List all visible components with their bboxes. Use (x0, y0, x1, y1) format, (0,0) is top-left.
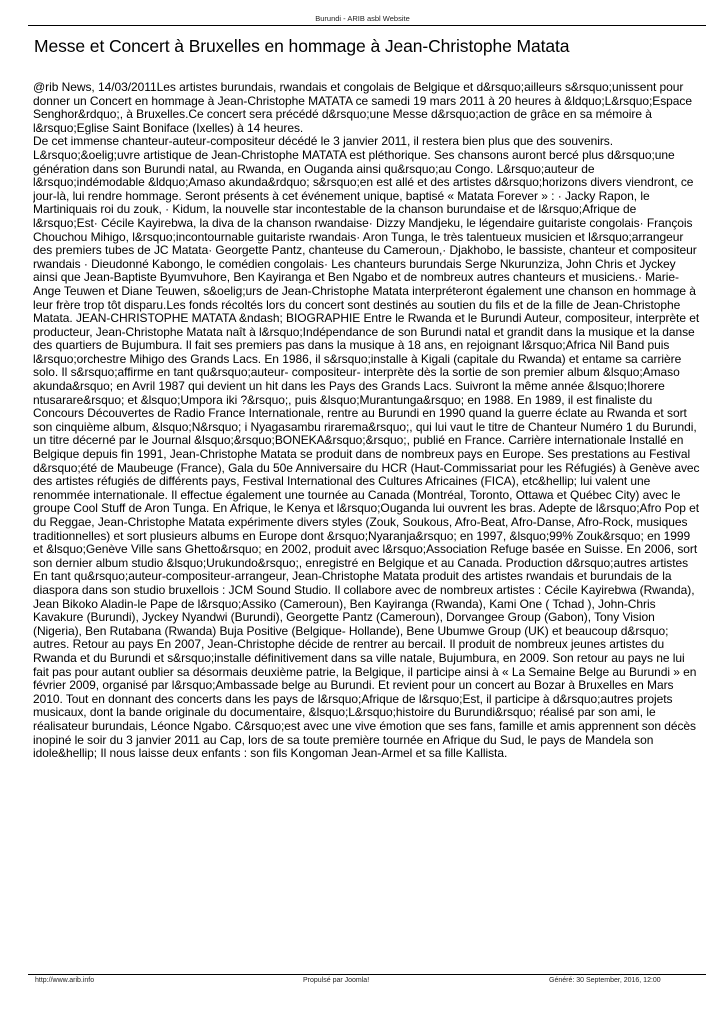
footer-divider (28, 974, 706, 975)
article-body: @rib News, 14/03/2011Les artistes burundais, rwandais et congolais de Belgique et d&rsquo;ailleurs s&rsquo;unissent pour donner un Concert en hommage à Jean-Christophe MATATA ce samedi 19 mars 2011 à 20 heures à &ldquo;L&rsquo;Espace Senghor&rdquo;, à Bruxelles.Ce concert sera précédé d&rsquo;une Messe d&rsquo;action de grâce en sa mémoire à l&rsquo;Eglise Saint Boniface (Ixelles) à 14 heures. De cet immense chanteur-auteur-compositeur décédé le 3 janvier 2011, il restera bien plus que des souvenirs. L&rsquo;&oelig;uvre artistique de Jean-Christophe MATATA est pléthorique. Ses chansons auront bercé plus d&rsquo;une génération dans son Burundi natal, au Rwanda, en Ouganda ainsi qu&rsquo;au Congo. L&rsquo;auteur de l&rsquo;indémodable &ldquo;Amaso akunda&rdquo; s&rsquo;en est allé et des artistes d&rsquo;horizons divers viendront, ce jour-là, lui rendre hommage. Seront présents à cet événement unique, baptisé « Matata Forever » : · Jacky Rapon, le Martiniquais roi du zouk, · Kidum, la nouvelle star incontestable de la chanson burundaise et de l&rsquo;Afrique de l&rsquo;Est· Cécile Kayirebwa, la diva de la chanson rwandaise· Dizzy Mandjeku, le légendaire guitariste congolais· François Chouchou Mihigo, l&rsquo;incontournable guitariste rwandais· Aron Tunga, le très talentueux musicien et l&rsquo;arrangeur des premiers tubes de JC Matata· Georgette Pantz, chanteuse du Cameroun,· Djakhobo, le bassiste, chanteur et compositeur rwandais · Dieudonné Kabongo, le comédien congolais· Les chanteurs burundais Serge Nkurunziza, John Chris et Jyckey ainsi que Jean-Baptiste Byumvuhore, Ben Kayiranga et Ben Ngabo et de nombreux autres chanteurs et musiciens.· Marie-Ange Teuwen et Diane Teuwen, s&oelig;urs de Jean-Christophe Matata interpréteront également une chanson en hommage à leur frère trop tôt disparu.Les fonds récoltés lors du concert sont destinés au soutien du fils et de la fille de Jean-Christophe Matata. JEAN-CHRISTOPHE MATATA &ndash; BIOGRAPHIE Entre le Rwanda et le Burundi Auteur, compositeur, interprète et producteur, Jean-Christophe Matata naît à l&rsquo;Indépendance de son Burundi natal et grandit dans la musique et la danse des quartiers de Bujumbura. Il fait ses premiers pas dans la musique à 18 ans, en rejoignant l&rsquo;Africa Nil Band puis l&rsquo;orchestre Mihigo des Grands Lacs. En 1986, il s&rsquo;installe à Kigali (capitale du Rwanda) et entame sa carrière solo. Il s&rsquo;affirme en tant qu&rsquo;auteur- compositeur- interprète dès la sortie de son premier album &lsquo;Amaso akunda&rsquo; en Avril 1987 qui devient un hit dans les Pays des Grands Lacs. Suivront la même année &lsquo;Ihorere ntusarare&rsquo; et &lsquo;Umpora iki ?&rsquo;, puis &lsquo;Murantunga&rsquo; en 1988. En 1989, il est finaliste du Concours Découvertes de Radio France Internationale, rentre au Burundi en 1990 quand la guerre éclate au Rwanda et sort son cinquième album, &lsquo;N&rsquo; i Nyagasambu rirarema&rsquo;, qui lui vaut le titre de Chanteur Numéro 1 du Burundi, un titre décerné par le Journal &lsquo;&rsquo;BONEKA&rsquo;&rsquo;, publié en France. Carrière internationale Installé en Belgique depuis fin 1991, Jean-Christophe Matata se produit dans de nombreux pays en Europe. Ses prestations au Festival d&rsquo;été de Maubeuge (France), Gala du 50e Anniversaire du HCR (Haut-Commissariat pour les Réfugiés) à Genève avec des artistes réfugiés de différents pays, Festival International des Cultures Africaines (FICA), etc&hellip; lui valent une renommée internationale. Il effectue également une tournée au Canada (Montréal, Toronto, Ottawa et Québec City) avec le groupe Cool Stuff de Aron Tunga. En Afrique, le Kenya et l&rsquo;Ouganda lui ouvrent les bras. Adepte de l&rsquo;Afro Pop et du Reggae, Jean-Christophe Matata expérimente divers styles (Zouk, Soukous, Afro-Beat, Afro-Danse, Afro-Rock, musiques traditionnelles) et sort plusieurs albums en Europe dont &rsquo;Nyaranja&rsquo; en 1997, &lsquo;99% Zouk&rsquo; en 1999 et &lsquo;Genève Ville sans Ghetto&rsquo; en 2002, produit avec l&rsquo;Association Refuge basée en Suisse. En 2006, sort son dernier album studio &lsquo;Urukundo&rsquo;, enregistré en Belgique et au Canada. Production d&rsquo;autres artistes En tant qu&rsquo;auteur-compositeur-arrangeur, Jean-Christophe Matata produit des artistes rwandais et burundais de la diaspora dans son studio bruxellois : JCM Sound Studio. Il collabore avec de nombreux artistes : Cécile Kayirebwa (Rwanda), Jean Bikoko Aladin-le Pape de l&rsquo;Assiko (Cameroun), Ben Kayiranga (Rwanda), Kami One ( Tchad ), John-Chris Kavakure (Burundi), Jyckey Nyandwi (Burundi), Georgette Pantz (Cameroun), Dorvangee Group (Gabon), Tony Vision (Nigeria), Ben Rutabana (Rwanda) Buja Positive (Belgique- Hollande), Bene Ubumwe Group (UK) et beaucoup d&rsquo; autres. Retour au pays En 2007, Jean-Christophe décide de rentrer au bercail. Il produit de nombreux jeunes artistes du Rwanda et du Burundi et s&rsquo;installe définitivement dans sa ville natale, Bujumbura, en 2009. Son retour au pays ne lui fait pas pour autant oublier sa désormais deuxième patrie, la Belgique, il participe ainsi à « La Semaine Belge au Burundi » en février 2009, organisé par l&rsquo;Ambassade belge au Burundi. Et revient pour un concert au Bozar à Bruxelles en Mars 2010. Tout en donnant des concerts dans les pays de l&rsquo;Afrique de l&rsquo;Est, il participe à d&rsquo;autres projets musicaux, dont la bande originale du documentaire, &lsquo;L&rsquo;histoire du Burundi&rsquo; réalisé par son ami, le réalisateur burundais, Léonce Ngabo. C&rsquo;est avec une vive émotion que ses fans, famille et amis apprennent son décès inopiné le soir du 3 janvier 2011 au Cap, lors de sa toute première tournée en Afrique du Sud, le pays de Mandela son idole&hellip; Il nous laisse deux enfants : son fils Kongoman Jean-Armel et sa fille Kallista. (33, 81, 700, 761)
footer-generated-date: Généré: 30 September, 2016, 12:00 (549, 977, 661, 984)
article-title: Messe et Concert à Bruxelles en hommage à Jean-Christophe Matata (34, 36, 570, 56)
header-divider (28, 25, 706, 26)
footer-site-url[interactable]: http://www.arib.info (35, 977, 95, 984)
site-title: Burundi - ARIB asbl Website (315, 14, 410, 23)
footer-powered-by: Propulsé par Joomla! (303, 977, 370, 984)
